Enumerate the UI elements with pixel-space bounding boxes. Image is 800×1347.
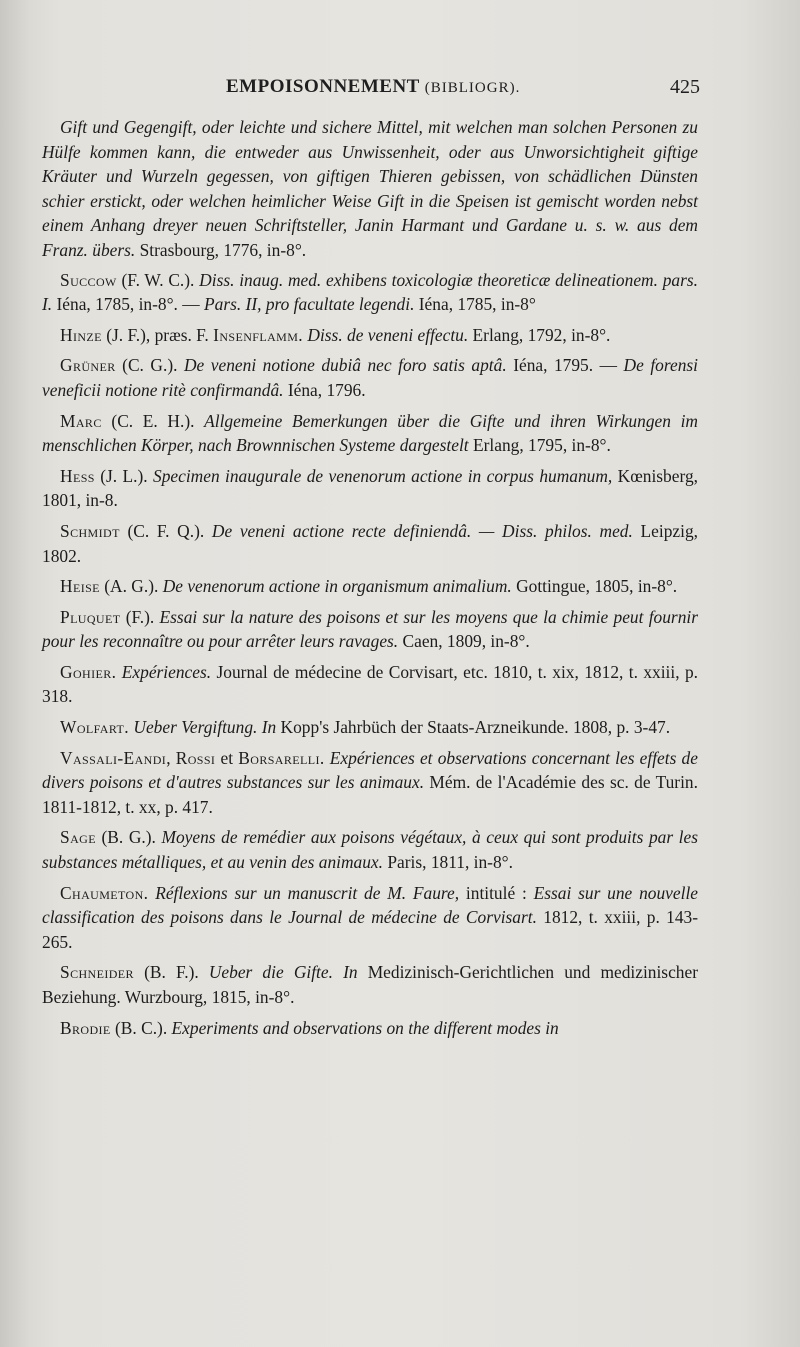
- entry-details: Medizinisch-Gerichtlichen und medizinischer Beziehung. Wurzbourg, 1815, in-8°.: [42, 962, 698, 1007]
- bibliography-list: [42, 115, 698, 1046]
- entry-title: De veneni notione dubiâ nec foro satis aptâ.: [183, 355, 507, 376]
- entry-title-secondary: De forensi veneficii notione ritè confirmandâ.: [42, 355, 698, 400]
- entry-author-secondary: Insenflamm.: [213, 324, 304, 345]
- bibliography-entry: [42, 660, 698, 709]
- entry-initials: (F. W. C.).: [116, 269, 200, 290]
- entry-author: Chaumeton.: [60, 882, 149, 903]
- entry-title: Expériences et observations concernant les effets de divers poisons et d'autres substances sur les animaux.: [42, 747, 698, 793]
- entry-title: Expériences.: [121, 661, 212, 682]
- entry-initials: (F.).: [120, 606, 160, 627]
- running-header: [40, 76, 700, 106]
- entry-author: Marc: [60, 410, 102, 431]
- bibliography-entry: [42, 574, 698, 599]
- bibliography-entry: [42, 464, 698, 513]
- bibliography-entry: [42, 353, 698, 402]
- entry-details: Leipzig, 1802.: [42, 520, 698, 566]
- bibliography-entry: [42, 746, 698, 820]
- entry-details: Journal de médecine de Corvisart, etc. 1810, t. xix, 1812, t. xxiii, p. 318.: [42, 661, 698, 707]
- entry-author: Grüner: [60, 355, 116, 376]
- entry-author: Wolfart.: [60, 717, 130, 738]
- bibliography-entry: [42, 825, 698, 874]
- entry-details-secondary: Iéna, 1785, in-8°: [414, 294, 536, 315]
- entry-title: Diss. de veneni effectu.: [307, 324, 469, 345]
- page-title: [226, 76, 520, 98]
- entry-title: Ueber die Gifte. In: [208, 962, 358, 983]
- bibliography-entry: [42, 715, 698, 740]
- bibliography-entry: [42, 268, 698, 317]
- page-number: 425: [670, 76, 700, 98]
- entry-author: Vassali-Eandi: [60, 747, 167, 768]
- entry-details: Caen, 1809, in-8°.: [398, 631, 530, 652]
- entry-title: De venenorum actione in organismum animalium.: [162, 576, 512, 597]
- entry-initials: (B. F.).: [133, 962, 209, 983]
- entry-author-secondary: Rossi: [175, 747, 216, 768]
- entry-details: Erlang, 1792, in-8°.: [468, 324, 611, 345]
- entry-author: Pluquet: [60, 606, 121, 627]
- entry-initials: (C. E. H.).: [101, 410, 205, 431]
- entry-initials: (C. F. Q.).: [119, 520, 212, 541]
- entry-title: De veneni actione recte definiendâ. — Diss. philos. med.: [211, 520, 633, 541]
- entry-author-tertiary: Borsarelli.: [238, 747, 325, 768]
- entry-details: Gottingue, 1805, in-8°.: [511, 576, 678, 597]
- entry-separator: et: [215, 747, 239, 768]
- entry-details: Iéna, 1785, in-8°. —: [52, 294, 204, 315]
- entry-details: Iéna, 1795. —: [506, 355, 624, 376]
- entry-author: Hinze: [60, 324, 102, 345]
- entry-author: Sage: [60, 827, 96, 848]
- entry-author: Succow: [60, 269, 117, 290]
- entry-title: Gift und Gegengift, oder leichte und sichere Mittel, mit welchen man solchen Personen zu Hülfe kommen kann, die entweder aus Unwissenheit, oder aus Unworsichtigheit giftige Kräuter und Wurzeln gegessen, von giftigen Thieren gebissen, von schädlichen Dünsten schier erstickt, oder welchen heimlicher Weise Gift in die Speisen ist gemischt worden nebst einem Anhang dreyer neuen Schriftsteller, Janin Harmant und Gardane u. s. w. aus dem Franz. übers.: [42, 117, 698, 260]
- entry-title: Ueber Vergiftung. In: [133, 717, 277, 738]
- entry-title: Diss. inaug. med. exhibens toxicologiæ theoreticæ delineationem. pars. I.: [42, 269, 698, 315]
- entry-initials: (C. G.).: [115, 355, 184, 376]
- title-subtitle: (BIBLIOGR).: [424, 80, 521, 96]
- entry-title-secondary: Essai sur une nouvelle classification des poisons dans le Journal de médecine de Corvisart.: [42, 882, 698, 928]
- bibliography-entry: [42, 323, 698, 348]
- entry-initials: (B. C.).: [110, 1017, 172, 1038]
- entry-title: Specimen inaugurale de venenorum actione in corpus humanum,: [153, 465, 613, 486]
- entry-details: Strasbourg, 1776, in-8°.: [135, 239, 307, 260]
- entry-separator: ,: [166, 747, 176, 768]
- bibliography-entry: [42, 1016, 698, 1041]
- bibliography-entry: [42, 519, 698, 568]
- bibliography-entry: [42, 960, 698, 1009]
- entry-details: Kœnisberg, 1801, in-8.: [42, 465, 698, 511]
- entry-details: Mém. de l'Académie des sc. de Turin. 1811-1812, t. xx, p. 417.: [42, 772, 698, 817]
- bibliography-entry: [42, 115, 698, 263]
- entry-details: Paris, 1811, in-8°.: [383, 852, 513, 873]
- entry-details: intitulé :: [459, 882, 534, 903]
- bibliography-entry: [42, 605, 698, 654]
- entry-author: Schmidt: [60, 520, 120, 541]
- entry-title: Allgemeine Bemerkungen über die Gifte und ihren Wirkungen im menschlichen Körper, nach Brownnischen Systeme dargestelt: [42, 410, 698, 456]
- entry-initials: (B. G.).: [95, 827, 162, 848]
- entry-details: Kopp's Jahrbüch der Staats-Arzneikunde. 1808, p. 3-47.: [276, 717, 671, 738]
- entry-title-secondary: Pars. II, pro facultate legendi.: [204, 294, 415, 315]
- title-text: EMPOISONNEMENT: [226, 76, 420, 97]
- entry-title: Moyens de remédier aux poisons végétaux, à ceux qui sont produits par les substances métalliques, et au venin des animaux.: [42, 827, 699, 873]
- entry-details-secondary: Iéna, 1796.: [283, 379, 366, 400]
- entry-author: Brodie: [60, 1017, 111, 1038]
- entry-title: Essai sur la nature des poisons et sur les moyens que la chimie peut fournir pour les reconnaître ou pour arrêter leurs ravages.: [42, 606, 698, 652]
- entry-title: Réflexions sur un manuscrit de M. Faure,: [155, 882, 460, 903]
- entry-details-secondary: 1812, t. xxiii, p. 143-265.: [42, 907, 699, 952]
- entry-details: Erlang, 1795, in-8°.: [468, 435, 611, 456]
- entry-author: Heise: [60, 576, 100, 597]
- entry-title: Experiments and observations on the different modes in: [171, 1017, 559, 1038]
- entry-initials: (J. L.).: [94, 465, 153, 486]
- entry-author: Hess: [60, 465, 95, 486]
- entry-initials: (J. F.), præs. F.: [101, 324, 214, 345]
- entry-initials: (A. G.).: [99, 576, 163, 597]
- bibliography-entry: [42, 409, 698, 458]
- entry-author: Gohier.: [60, 661, 117, 682]
- bibliography-entry: [42, 881, 698, 955]
- entry-author: Schneider: [60, 962, 134, 983]
